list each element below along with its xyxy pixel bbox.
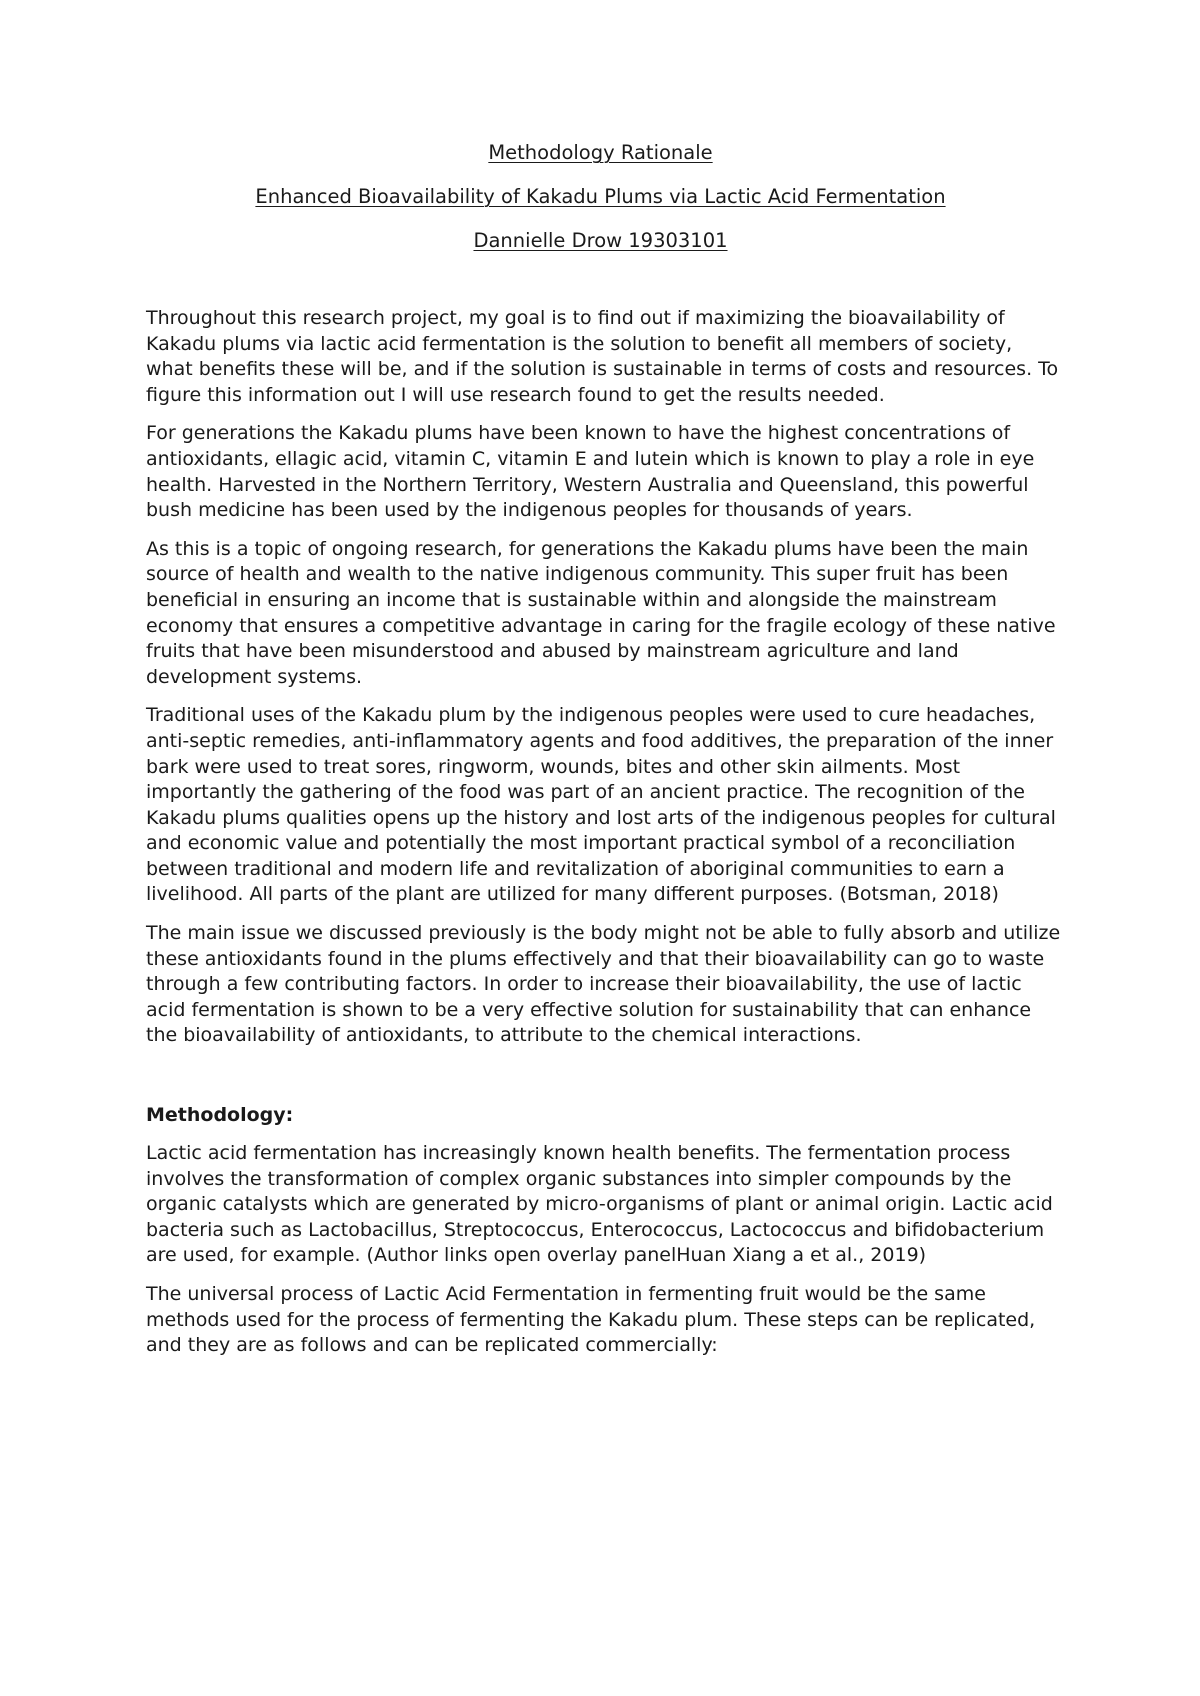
document-subtitle: Enhanced Bioavailability of Kakadu Plums via Lactic Acid Fermentation [255, 185, 946, 208]
methodology-paragraph: Lactic acid fermentation has increasingly known health benefits. The fermentation process involves the transformation of complex organic substances into simpler compounds by the organic catalysts which are generated by micro-organisms of plant or animal origin. Lactic acid bacteria such as Lactobacillus, Streptococcus, Enterococcus, Lactococcus and bifidobacterium are used, for example. (Author links open overlay panelHuan Xiang a et al., 2019) [146, 1142, 1053, 1267]
methodology-heading: Methodology: [146, 1104, 294, 1127]
intro-paragraph: The main issue we discussed previously is the body might not be able to fully absorb and utilize these antioxidants found in the plums effectively and that their bioavailability can go to waste through a few contributing factors. In order to increase their bioavailability, the use of lactic acid fermentation is shown to be a very effective solution for sustainability that can enhance the bioavailability of antioxidants, to attribute to the chemical interactions. [146, 922, 1061, 1047]
intro-paragraph: Traditional uses of the Kakadu plum by the indigenous peoples were used to cure headaches, anti-septic remedies, anti-inflammatory agents and food additives, the preparation of the inner bark were used to treat sores, ringworm, wounds, bites and other skin ailments. Most importantly the gathering of the food was part of an ancient practice. The recognition of the Kakadu plums qualities opens up the history and lost arts of the indigenous peoples for cultural and economic value and potentially the most important practical symbol of a reconciliation between traditional and modern life and revitalization of aboriginal communities to earn a livelihood. All parts of the plant are utilized for many different purposes. (Botsman, 2018) [146, 704, 1056, 906]
intro-paragraph: Throughout this research project, my goal is to find out if maximizing the bioavailability of Kakadu plums via lactic acid fermentation is the solution to benefit all members of society, what benefits these will be, and if the solution is sustainable in terms of costs and resources. To figure this information out I will use research found to get the results needed. [146, 307, 1059, 406]
intro-paragraph: As this is a topic of ongoing research, for generations the Kakadu plums have been the main source of health and wealth to the native indigenous community. This super fruit has been beneficial in ensuring an income that is sustainable within and alongside the mainstream economy that ensures a competitive advantage in caring for the fragile ecology of these native fruits that have been misunderstood and abused by mainstream agriculture and land development systems. [146, 537, 1056, 688]
methodology-paragraph: The universal process of Lactic Acid Fermentation in fermenting fruit would be the same methods used for the process of fermenting the Kakadu plum. These steps can be replicated, and they are as follows and can be replicated commercially: [146, 1283, 1036, 1357]
intro-paragraph: For generations the Kakadu plums have been known to have the highest concentrations of antioxidants, ellagic acid, vitamin C, vitamin E and lutein which is known to play a role in eye health. Harvested in the Northern Territory, Western Australia and Queensland, this powerful bush medicine has been used by the indigenous peoples for thousands of years. [146, 422, 1035, 522]
document-author: Dannielle Drow 19303101 [473, 229, 728, 252]
document-title: Methodology Rationale [488, 141, 713, 164]
